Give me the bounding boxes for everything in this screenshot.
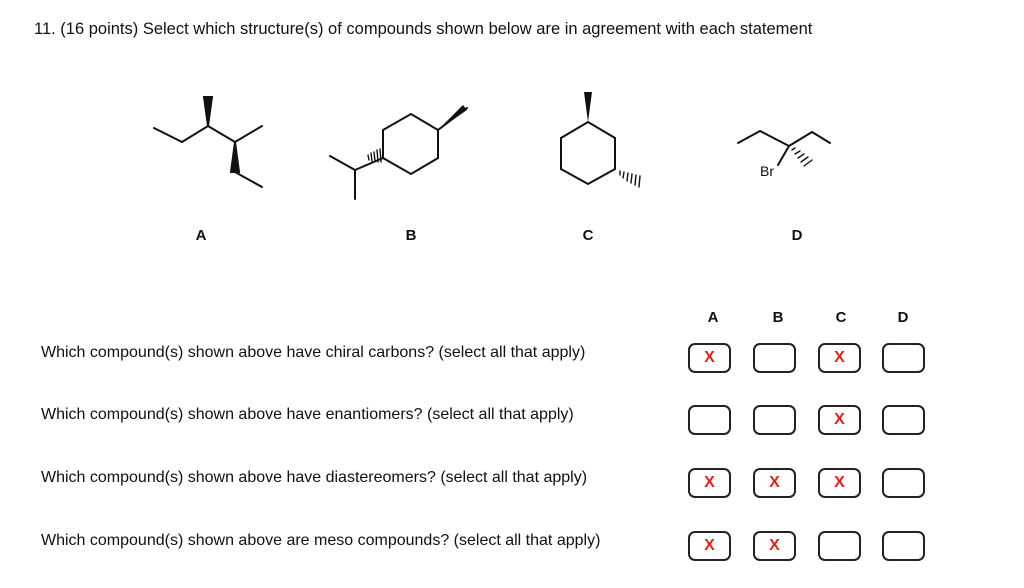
- checkbox-a[interactable]: [688, 468, 731, 498]
- x-mark-icon: X: [769, 537, 780, 554]
- bromine-atom-label: Br: [760, 163, 774, 179]
- question-title: 11. (16 points) Select which structure(s) of compounds shown below are in agreement with each statement: [34, 20, 813, 38]
- x-mark-icon: X: [704, 537, 715, 554]
- column-header-d: D: [897, 309, 909, 326]
- x-mark-icon: X: [834, 474, 845, 491]
- molecule-c: [561, 92, 640, 187]
- checkbox-b[interactable]: [753, 343, 796, 373]
- checkbox-c[interactable]: [818, 405, 861, 435]
- checkbox-a[interactable]: [688, 531, 731, 561]
- x-mark-icon: X: [834, 349, 845, 366]
- x-mark-icon: X: [769, 474, 780, 491]
- checkbox-b[interactable]: [753, 405, 796, 435]
- checkbox-d[interactable]: [882, 405, 925, 435]
- column-header-a: A: [707, 309, 719, 326]
- question-text: Which compound(s) shown above have diastereomers? (select all that apply): [41, 469, 588, 486]
- checkbox-d[interactable]: [882, 343, 925, 373]
- x-mark-icon: X: [834, 411, 845, 428]
- checkbox-c[interactable]: [818, 343, 861, 373]
- checkbox-a[interactable]: [688, 405, 731, 435]
- x-mark-icon: X: [704, 349, 715, 366]
- checkbox-b[interactable]: [753, 468, 796, 498]
- column-header-b: B: [772, 309, 784, 326]
- checkbox-c[interactable]: [818, 468, 861, 498]
- molecule-a: [154, 97, 262, 187]
- compound-label-c: C: [582, 227, 594, 244]
- column-header-c: C: [835, 309, 847, 326]
- checkbox-d[interactable]: [882, 468, 925, 498]
- molecule-d: [738, 131, 830, 166]
- x-mark-icon: X: [704, 474, 715, 491]
- checkbox-d[interactable]: [882, 531, 925, 561]
- checkbox-b[interactable]: [753, 531, 796, 561]
- question-text: Which compound(s) shown above are meso compounds? (select all that apply): [41, 532, 601, 549]
- checkbox-a[interactable]: [688, 343, 731, 373]
- compound-label-b: B: [405, 227, 417, 244]
- molecule-b: [330, 105, 467, 199]
- question-text: Which compound(s) shown above have chiral carbons? (select all that apply): [41, 344, 586, 361]
- question-text: Which compound(s) shown above have enantiomers? (select all that apply): [41, 406, 574, 423]
- compound-label-d: D: [791, 227, 803, 244]
- checkbox-c[interactable]: [818, 531, 861, 561]
- compound-label-a: A: [195, 227, 207, 244]
